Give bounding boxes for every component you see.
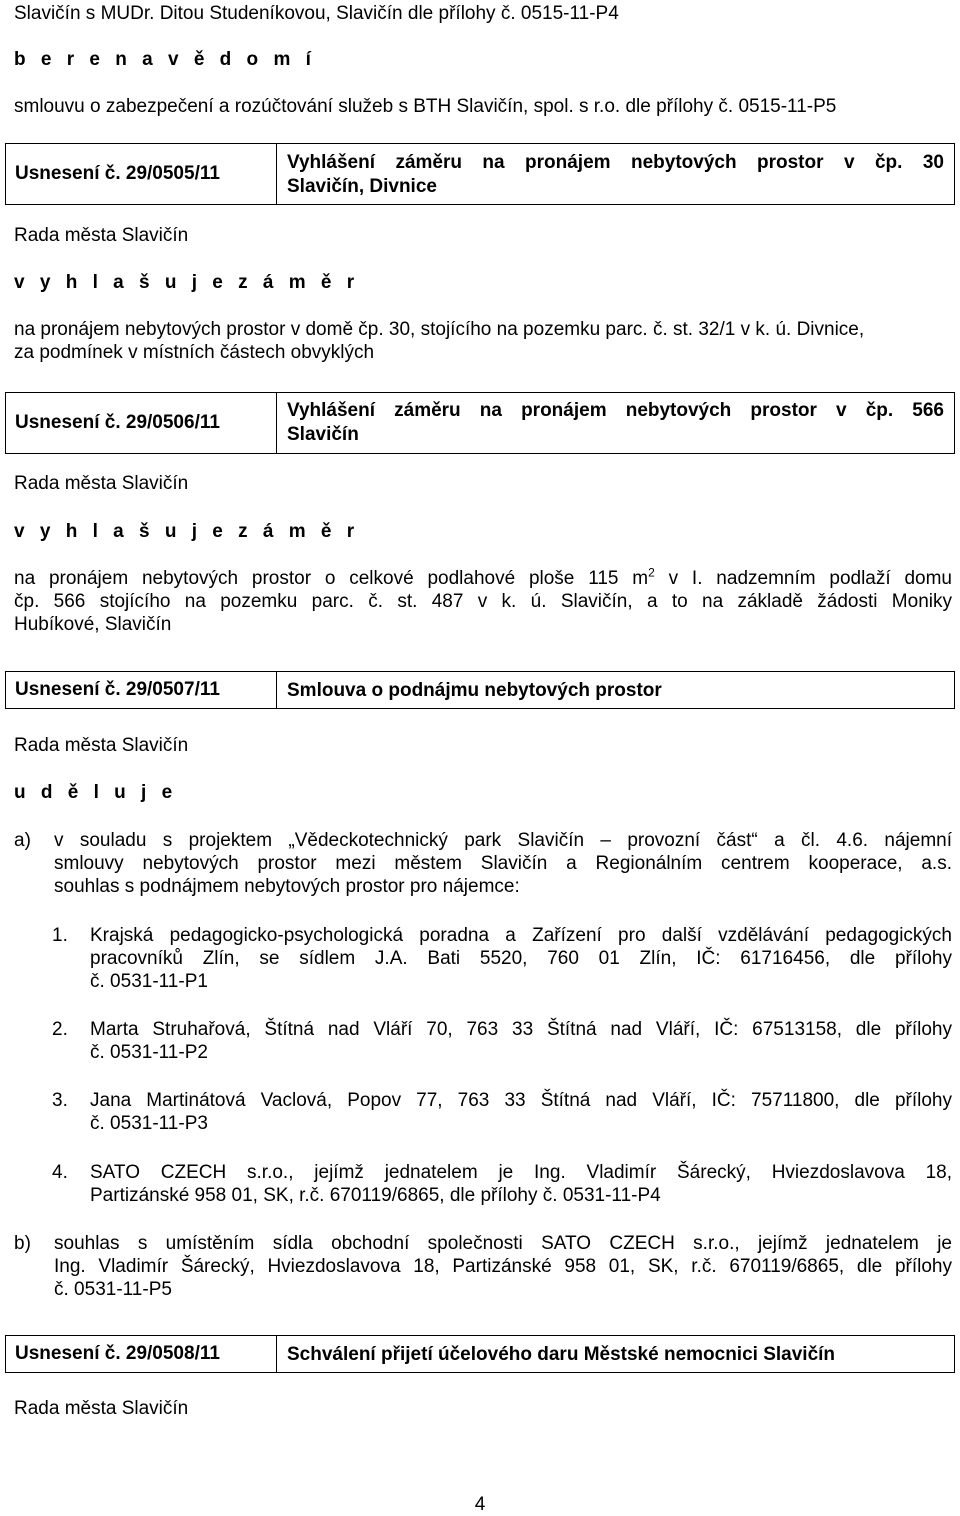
resolution-505-text-line1: na pronájem nebytových prostor v domě čp. 30, stojícího na pozemku parc. č. st. 32/1 v k. ú. Divnice,: [14, 319, 865, 340]
resolution-506-verb: v y h l a š u j e z á m ě r: [14, 521, 360, 542]
resolution-505-title-line1: Vyhlášení záměru na pronájem nebytových prostor v čp. 30: [287, 152, 944, 173]
resolution-507-b-line1: souhlas s umístěním sídla obchodní společnosti SATO CZECH s.r.o., jejímž jednatelem je: [54, 1233, 952, 1254]
resolution-507-a-block: [14, 829, 952, 898]
resolution-506-label: Usnesení č. 29/0506/11: [15, 412, 220, 433]
resolution-507-a-line1: v souladu s projektem „Vědeckotechnický park Slavičín – provozní část“ a čl. 4.6. nájemní: [54, 830, 952, 851]
resolution-506-text-line2: čp. 566 stojícího na pozemku parc. č. st. 487 v k. ú. Slavičín, a to na základě žádosti Moniky: [14, 591, 952, 612]
resolution-507-a-label: a): [14, 830, 31, 851]
resolution-507-verb: u d ě l u j e: [14, 782, 178, 803]
resolution-507-a-line3: souhlas s podnájmem nebytových prostor pro nájemce:: [54, 876, 520, 897]
resolution-507-council: Rada města Slavičín: [14, 735, 189, 756]
resolution-507-b-line3: č. 0531-11-P5: [54, 1279, 172, 1300]
item-1-line1: Krajská pedagogicko-psychologická poradna a Zařízení pro další vzdělávání pedagogických: [90, 925, 952, 946]
resolution-505-text-line2: za podmínek v místních částech obvyklých: [14, 342, 375, 363]
resolution-506-header: [5, 392, 955, 454]
resolution-506-text-line3: Hubíkové, Slavičín: [14, 614, 172, 635]
item-2-line1: Marta Struhařová, Štítná nad Vláří 70, 763 33 Štítná nad Vláří, IČ: 67513158, dle přílohy: [90, 1019, 952, 1040]
item-1-number: 1.: [52, 925, 68, 946]
resolution-505-text: [14, 318, 952, 364]
resolution-506-council: Rada města Slavičín: [14, 473, 189, 494]
resolution-506-text-line1: na pronájem nebytových prostor o celkové podlahové ploše 115 $m^2$ v I. nadzemním podlaží domu: [14, 565, 952, 589]
resolution-507-a: [14, 829, 952, 898]
resolution-507-b-block: [14, 1232, 952, 1301]
resolution-508-council: Rada města Slavičín: [14, 1398, 189, 1419]
resolution-507-item-3: [14, 1089, 952, 1135]
resolution-507-header: [5, 671, 955, 709]
item-2-line2: č. 0531-11-P2: [90, 1042, 208, 1063]
item-1-line2: pracovníků Zlín, se sídlem J.A. Bati 5520, 760 01 Zlín, IČ: 61716456, dle přílohy: [90, 948, 952, 969]
item-1-line3: č. 0531-11-P1: [90, 971, 208, 992]
item-4-line1: SATO CZECH s.r.o., jejímž jednatelem je Ing. Vladimír Šárecký, Hviezdoslavova 18,: [90, 1162, 952, 1183]
resolution-508-title: Schválení přijetí účelového daru Městské nemocnici Slavičín: [287, 1344, 836, 1365]
item-3-line2: č. 0531-11-P3: [90, 1113, 208, 1134]
resolution-507-item-4: [14, 1161, 952, 1207]
bere-text: smlouvu o zabezpečení a rozúčtování služeb s BTH Slavičín, spol. s r.o. dle přílohy č. 0515-11-P5: [14, 96, 837, 117]
resolution-507-b: [14, 1232, 952, 1301]
resolution-506-title-line1: Vyhlášení záměru na pronájem nebytových prostor v čp. 566: [287, 400, 944, 421]
resolution-508-label: Usnesení č. 29/0508/11: [15, 1343, 220, 1364]
resolution-507-b-line2: Ing. Vladimír Šárecký, Hviezdoslavova 18, Partizánské 958 01, SK, r.č. 670119/6865, dle přílohy: [54, 1256, 952, 1277]
resolution-506-text: [14, 567, 952, 636]
bere-heading: b e r e n a v ě d o m í: [14, 49, 316, 70]
resolution-505-title-line2: Slavičín, Divnice: [287, 176, 437, 197]
item-4-number: 4.: [52, 1162, 68, 1183]
item-3-line1: Jana Martinátová Vaclová, Popov 77, 763 33 Štítná nad Vláří, IČ: 75711800, dle přílohy: [90, 1090, 952, 1111]
top-line: Slavičín s MUDr. Ditou Studeníkovou, Slavičín dle přílohy č. 0515-11-P4: [14, 3, 619, 24]
resolution-507-b-label: b): [14, 1233, 31, 1254]
resolution-508-header: [5, 1335, 955, 1373]
resolution-507-label: Usnesení č. 29/0507/11: [15, 679, 220, 700]
resolution-505-header: [5, 143, 955, 205]
resolution-507-title: Smlouva o podnájmu nebytových prostor: [287, 680, 662, 701]
item-4-line2: Partizánské 958 01, SK, r.č. 670119/6865, dle přílohy č. 0531-11-P4: [90, 1185, 661, 1206]
resolution-507-a-line2: smlouvy nebytových prostor mezi městem Slavičín a Regionálním centrem kooperace, a.s.: [54, 853, 952, 874]
resolution-507-item-2: [14, 1018, 952, 1064]
page-number: 4: [474, 1494, 486, 1515]
resolution-505-council: Rada města Slavičín: [14, 225, 189, 246]
resolution-506-title-line2: Slavičín: [287, 424, 359, 445]
resolution-507-item-1: [14, 924, 952, 993]
item-2-number: 2.: [52, 1019, 68, 1040]
resolution-505-verb: v y h l a š u j e z á m ě r: [14, 272, 360, 293]
item-3-number: 3.: [52, 1090, 68, 1111]
resolution-505-label: Usnesení č. 29/0505/11: [15, 163, 220, 184]
